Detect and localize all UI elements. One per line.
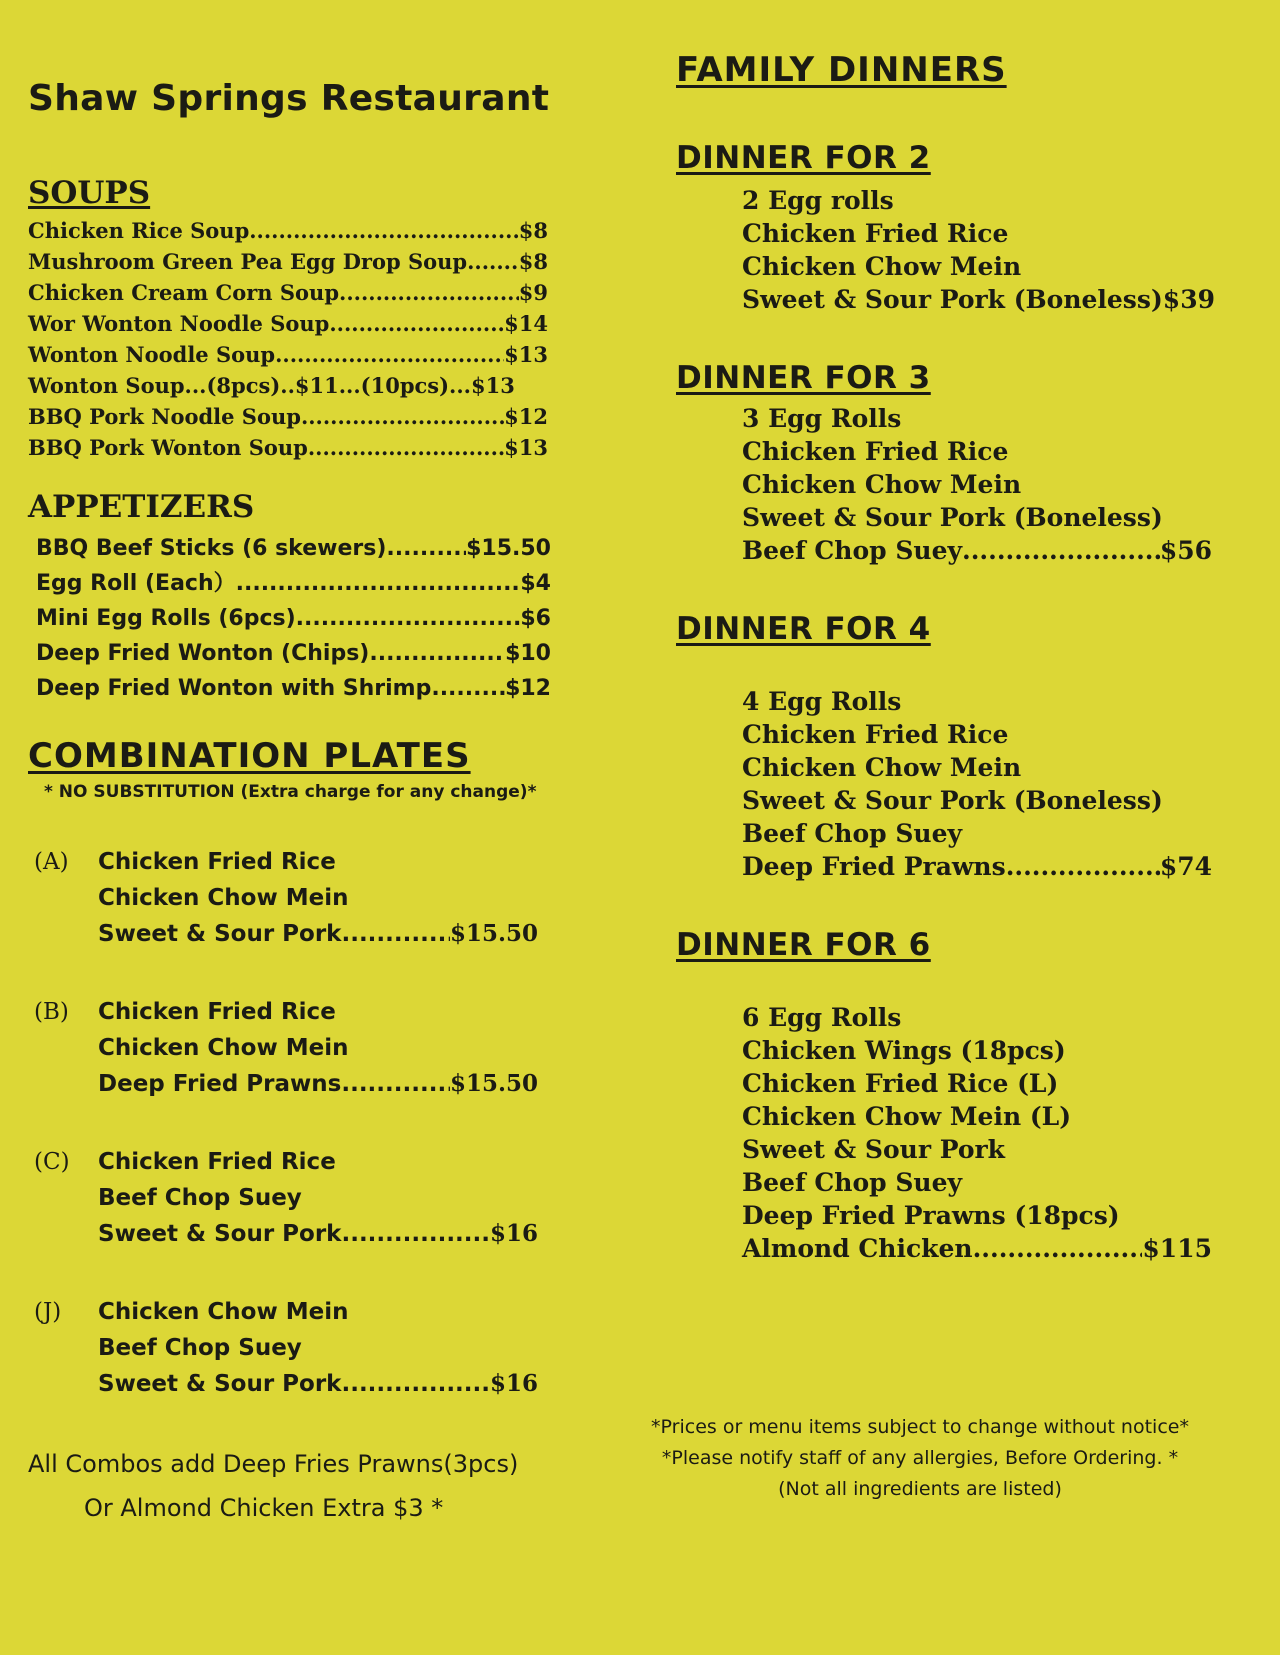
soups-list: [28, 215, 548, 463]
dinner-title: DINNER FOR 3: [676, 360, 931, 396]
dinner-item: Sweet & Sour Pork (Boneless): [742, 503, 1163, 532]
item-price: $9: [518, 280, 548, 305]
leader-dots: [962, 534, 1160, 567]
combo-item-with-price: [98, 1066, 538, 1102]
dinner-price: $74: [1159, 852, 1212, 881]
dinner-for-2: [676, 140, 1236, 316]
dinner-item: Deep Fried Prawns: [742, 852, 1006, 881]
addon-line-1: All Combos add Deep Fries Prawns(3pcs): [28, 1450, 519, 1478]
dinner-item-with-price: [742, 283, 1215, 316]
appetizers-list: [36, 531, 551, 706]
appetizers-section: [28, 489, 588, 706]
combo-item: Beef Chop Suey: [98, 1185, 302, 1211]
combo-item: Sweet & Sour Pork: [98, 1371, 342, 1397]
soups-section: [28, 175, 588, 463]
menu-item: [36, 566, 551, 601]
item-price: $4: [520, 571, 551, 596]
dinner-item: Beef Chop Suey: [742, 819, 962, 848]
item-price: $15.50: [466, 536, 551, 561]
dinner-item-with-price: [742, 534, 1212, 567]
combo-letter: (A): [34, 849, 69, 875]
dinner-item: Chicken Chow Mein: [742, 470, 1022, 499]
family-dinners-heading: FAMILY DINNERS: [676, 50, 1007, 90]
item-name: Wonton Noodle Soup: [28, 342, 276, 367]
item-price: $6: [520, 606, 551, 631]
item-price: $12: [505, 676, 551, 701]
leader-dots: [308, 432, 504, 463]
menu-item: [36, 636, 551, 671]
combo-price: $16: [489, 1220, 538, 1247]
combo-item: Chicken Fried Rice: [98, 1149, 336, 1175]
dinner-item: Chicken Chow Mein (L): [742, 1102, 1072, 1131]
dinner-item: 3 Egg Rolls: [742, 404, 902, 433]
dinner-item: 6 Egg Rolls: [742, 1003, 902, 1032]
no-substitution-note: * NO SUBSTITUTION (Extra charge for any change)*: [44, 782, 537, 802]
combo-item-with-price: [98, 916, 538, 952]
item-name: Wor Wonton Noodle Soup: [28, 311, 330, 336]
menu-item: [28, 246, 548, 277]
item-price: $8: [518, 249, 548, 274]
dinner-item: Chicken Fried Rice (L): [742, 1069, 1059, 1098]
combo-addon-note: [28, 1442, 588, 1530]
dinner-title: DINNER FOR 2: [676, 140, 931, 176]
dinner-item: Chicken Chow Mein: [742, 252, 1022, 281]
combo-price: $15.50: [449, 1070, 538, 1097]
leader-dots: [341, 916, 450, 952]
combo-item-with-price: [98, 1366, 538, 1402]
dinner-title: DINNER FOR 6: [676, 927, 931, 963]
combo-item: Sweet & Sour Pork: [98, 1221, 342, 1247]
item-name: Wonton Soup...(8pcs)..$11...(10pcs)...: [28, 373, 471, 398]
appetizers-heading: APPETIZERS: [28, 489, 255, 525]
dinner-item: Deep Fried Prawns (18pcs): [742, 1201, 1120, 1230]
dinner-for-6: [676, 927, 1236, 1265]
combo-plate-a: [28, 844, 588, 952]
menu-item: [36, 531, 551, 566]
combo-item: Chicken Fried Rice: [98, 849, 336, 875]
menu-item: [28, 401, 548, 432]
addon-line-2: Or Almond Chicken Extra $3 *: [84, 1494, 444, 1522]
item-name: BBQ Beef Sticks (6 skewers): [36, 536, 387, 561]
combo-item: Sweet & Sour Pork: [98, 921, 342, 947]
leader-dots: [341, 1066, 450, 1102]
combo-item: Deep Fried Prawns: [98, 1071, 342, 1097]
leader-dots: [236, 566, 521, 601]
item-price: $13: [470, 373, 515, 398]
item-price: $10: [505, 641, 551, 666]
item-name: Deep Fried Wonton with Shrimp: [36, 676, 432, 701]
dinner-item: Chicken Fried Rice: [742, 219, 1009, 248]
leader-dots: [369, 636, 505, 671]
leader-dots: [341, 1216, 490, 1252]
item-name: Chicken Cream Corn Soup: [28, 280, 340, 305]
combination-plates-heading: COMBINATION PLATES: [28, 736, 471, 776]
leader-dots: [301, 401, 504, 432]
right-column: [676, 50, 1236, 1265]
disclaimer: [620, 1412, 1220, 1505]
left-column: [28, 78, 588, 1530]
menu-item: [36, 601, 551, 636]
leader-dots: [467, 246, 519, 277]
item-price: $8: [518, 218, 548, 243]
dinner-item: 2 Egg rolls: [742, 186, 894, 215]
dinner-item: 4 Egg Rolls: [742, 687, 902, 716]
disclaimer-line-3: (Not all ingredients are listed): [778, 1478, 1062, 1500]
item-price: $14: [504, 311, 548, 336]
leader-dots: [431, 671, 505, 706]
leader-dots: [296, 601, 521, 636]
item-name: Mini Egg Rolls (6pcs): [36, 606, 296, 631]
combo-plate-b: [28, 994, 588, 1102]
leader-dots: [386, 531, 466, 566]
dinner-price: $39: [1162, 285, 1215, 314]
combo-item: Chicken Chow Mein: [98, 1035, 349, 1061]
dinner-item: Almond Chicken: [742, 1234, 973, 1263]
dinner-item: Sweet & Sour Pork (Boneless): [742, 285, 1163, 314]
combo-letter: (J): [34, 1299, 62, 1325]
combo-plate-j: [28, 1294, 588, 1402]
menu-item: [36, 671, 551, 706]
leader-dots: [1006, 850, 1160, 883]
menu-item: [28, 215, 548, 246]
combo-price: $15.50: [449, 920, 538, 947]
dinner-item: Beef Chop Suey: [742, 536, 962, 565]
combo-letter: (C): [34, 1149, 70, 1175]
disclaimer-line-1: *Prices or menu items subject to change without notice*: [651, 1416, 1189, 1438]
item-name: Chicken Rice Soup: [28, 218, 250, 243]
combination-plates-section: [28, 736, 588, 1530]
menu-item: [28, 339, 548, 370]
dinner-title: DINNER FOR 4: [676, 611, 931, 647]
soups-heading: SOUPS: [28, 175, 151, 211]
dinner-item: Beef Chop Suey: [742, 1168, 962, 1197]
menu-item: [28, 370, 548, 401]
combo-item: Chicken Chow Mein: [98, 885, 349, 911]
dinner-price: $115: [1142, 1234, 1212, 1263]
dinner-price: $56: [1159, 536, 1212, 565]
combo-item: Beef Chop Suey: [98, 1335, 302, 1361]
dinner-item-with-price: [742, 850, 1212, 883]
combo-item-with-price: [98, 1216, 538, 1252]
dinner-item: Sweet & Sour Pork (Boneless): [742, 786, 1163, 815]
leader-dots: [973, 1232, 1143, 1265]
combo-plate-c: [28, 1144, 588, 1252]
menu-item: [28, 277, 548, 308]
item-name: Deep Fried Wonton (Chips): [36, 641, 370, 666]
dinner-for-3: [676, 360, 1236, 567]
dinner-item: Chicken Fried Rice: [742, 720, 1009, 749]
dinner-for-4: [676, 611, 1236, 883]
leader-dots: [341, 1366, 490, 1402]
item-price: $13: [504, 342, 548, 367]
leader-dots: [339, 277, 519, 308]
combo-letter: (B): [34, 999, 69, 1025]
restaurant-name: Shaw Springs Restaurant: [28, 78, 550, 119]
dinner-item: Sweet & Sour Pork: [742, 1135, 1005, 1164]
item-name: BBQ Pork Wonton Soup: [28, 435, 308, 460]
disclaimer-line-2: *Please notify staff of any allergies, Before Ordering. *: [661, 1447, 1179, 1469]
item-price: $13: [504, 435, 548, 460]
dinner-item: Chicken Wings (18pcs): [742, 1036, 1066, 1065]
item-price: $12: [504, 404, 548, 429]
dinner-item: Chicken Fried Rice: [742, 437, 1009, 466]
dinner-item: Chicken Chow Mein: [742, 753, 1022, 782]
leader-dots: [249, 215, 519, 246]
item-name: Egg Roll (Each）: [36, 571, 236, 596]
menu-item: [28, 308, 548, 339]
combo-item: Chicken Fried Rice: [98, 999, 336, 1025]
dinner-item-with-price: [742, 1232, 1212, 1265]
combo-item: Chicken Chow Mein: [98, 1299, 349, 1325]
combo-price: $16: [489, 1370, 538, 1397]
leader-dots: [275, 339, 504, 370]
item-name: BBQ Pork Noodle Soup: [28, 404, 301, 429]
item-name: Mushroom Green Pea Egg Drop Soup: [28, 249, 468, 274]
leader-dots: [329, 308, 504, 339]
menu-item: [28, 432, 548, 463]
